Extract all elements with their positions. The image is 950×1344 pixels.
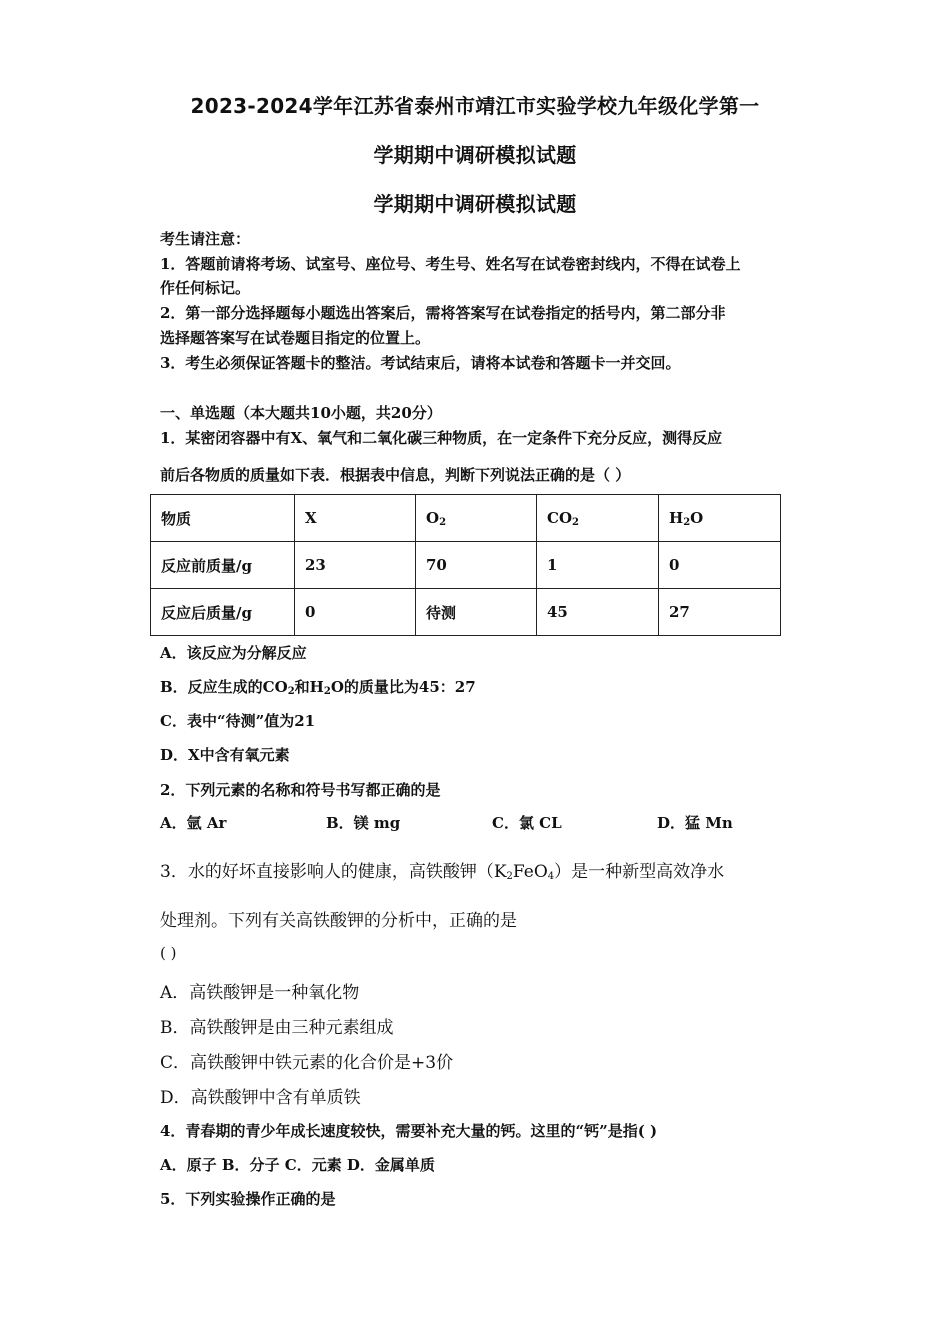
subscript: 2 [439, 517, 447, 528]
q2-option-b: B．镁 mg [326, 814, 401, 832]
option-text: B．反应生成的CO [160, 678, 288, 696]
q3-answer-bracket: ( ) [160, 944, 177, 962]
stem-text: 3．水的好坏直接影响人的健康，高铁酸钾（K [160, 862, 507, 882]
option-text: 和H [294, 678, 324, 696]
table-header-row [151, 495, 781, 542]
q3-stem-line-1 [160, 857, 724, 882]
table-cell: 23 [295, 542, 416, 589]
table-cell: X [295, 495, 416, 542]
q2-stem: 2．下列元素的名称和符号书写都正确的是 [160, 781, 441, 799]
table-cell: 45 [537, 589, 659, 636]
stem-text: ）是一种新型高效净水 [554, 862, 725, 882]
title-line-3: 学期期中调研模拟试题 [373, 192, 577, 216]
notice-line-2: 作任何标记。 [160, 279, 251, 297]
q4-stem: 4．青春期的青少年成长速度较快，需要补充大量的钙。这里的“钙”是指( ) [160, 1122, 658, 1140]
option-text: O的质量比为45：27 [330, 678, 476, 696]
notice-line-4: 选择题答案写在试卷题目指定的位置上。 [160, 329, 431, 347]
section-heading: 一、单选题（本大题共10小题，共20分） [160, 404, 442, 422]
notice-line-1: 1．答题前请将考场、试室号、座位号、考生号、姓名写在试卷密封线内，不得在试卷上 [160, 255, 741, 273]
subscript: 2 [323, 686, 331, 697]
subscript: 2 [506, 871, 513, 882]
q1-option-a: A．该反应为分解反应 [160, 644, 307, 662]
q2-option-c: C．氯 CL [492, 814, 562, 832]
q1-option-d: D．X中含有氧元素 [160, 746, 290, 764]
subscript: 4 [547, 871, 555, 882]
q1-option-c: C．表中“待测”值为21 [160, 712, 316, 730]
table-row [151, 589, 781, 636]
q2-option-a: A．氩 Ar [160, 814, 227, 832]
title-line-2: 学期期中调研模拟试题 [373, 143, 577, 167]
q5-stem: 5．下列实验操作正确的是 [160, 1190, 336, 1208]
table-cell: 0 [295, 589, 416, 636]
formula-part: H [669, 509, 684, 527]
table-cell: 待测 [416, 589, 537, 636]
q3-option-c: C．高铁酸钾中铁元素的化合价是+3价 [160, 1053, 454, 1073]
table-cell: 物质 [151, 495, 295, 542]
formula-part: O [690, 509, 704, 527]
q4-options: A．原子 B．分子 C．元素 D．金属单质 [160, 1156, 435, 1174]
q2-option-d: D．猛 Mn [657, 814, 733, 832]
notice-line-5: 3．考生必须保证答题卡的整洁。考试结束后，请将本试卷和答题卡一并交回。 [160, 354, 681, 372]
notice-line-3: 2．第一部分选择题每小题选出答案后，需将答案写在试卷指定的括号内，第二部分非 [160, 304, 726, 322]
subscript: 2 [572, 517, 579, 528]
table-cell [416, 495, 537, 542]
formula-part: O [426, 509, 440, 527]
q3-option-d: D．高铁酸钾中含有单质铁 [160, 1088, 361, 1108]
q1-option-b [160, 676, 476, 697]
notice-heading: 考生请注意： [160, 230, 251, 248]
table-cell [659, 495, 781, 542]
mass-table [150, 494, 781, 636]
table-cell: 70 [416, 542, 537, 589]
q1-stem-line-2: 前后各物质的质量如下表．根据表中信息，判断下列说法正确的是（ ） [160, 466, 631, 484]
formula-part: CO [547, 509, 573, 527]
subscript: 2 [287, 686, 295, 697]
table-cell: 反应前质量/g [151, 542, 295, 589]
table-cell: 反应后质量/g [151, 589, 295, 636]
table-cell [537, 495, 659, 542]
q3-option-b: B．高铁酸钾是由三种元素组成 [160, 1018, 394, 1038]
table-cell: 0 [659, 542, 781, 589]
q3-stem-line-2: 处理剂。下列有关高铁酸钾的分析中，正确的是 [160, 911, 517, 931]
table-cell: 1 [537, 542, 659, 589]
q3-option-a: A．高铁酸钾是一种氧化物 [160, 983, 360, 1003]
table-cell: 27 [659, 589, 781, 636]
stem-text: FeO [512, 862, 548, 882]
table-row [151, 542, 781, 589]
title-line-1: 2023-2024学年江苏省泰州市靖江市实验学校九年级化学第一 [190, 94, 760, 118]
subscript: 2 [683, 517, 691, 528]
q1-stem-line-1: 1．某密闭容器中有X、氧气和二氧化碳三种物质，在一定条件下充分反应，测得反应 [160, 429, 723, 447]
